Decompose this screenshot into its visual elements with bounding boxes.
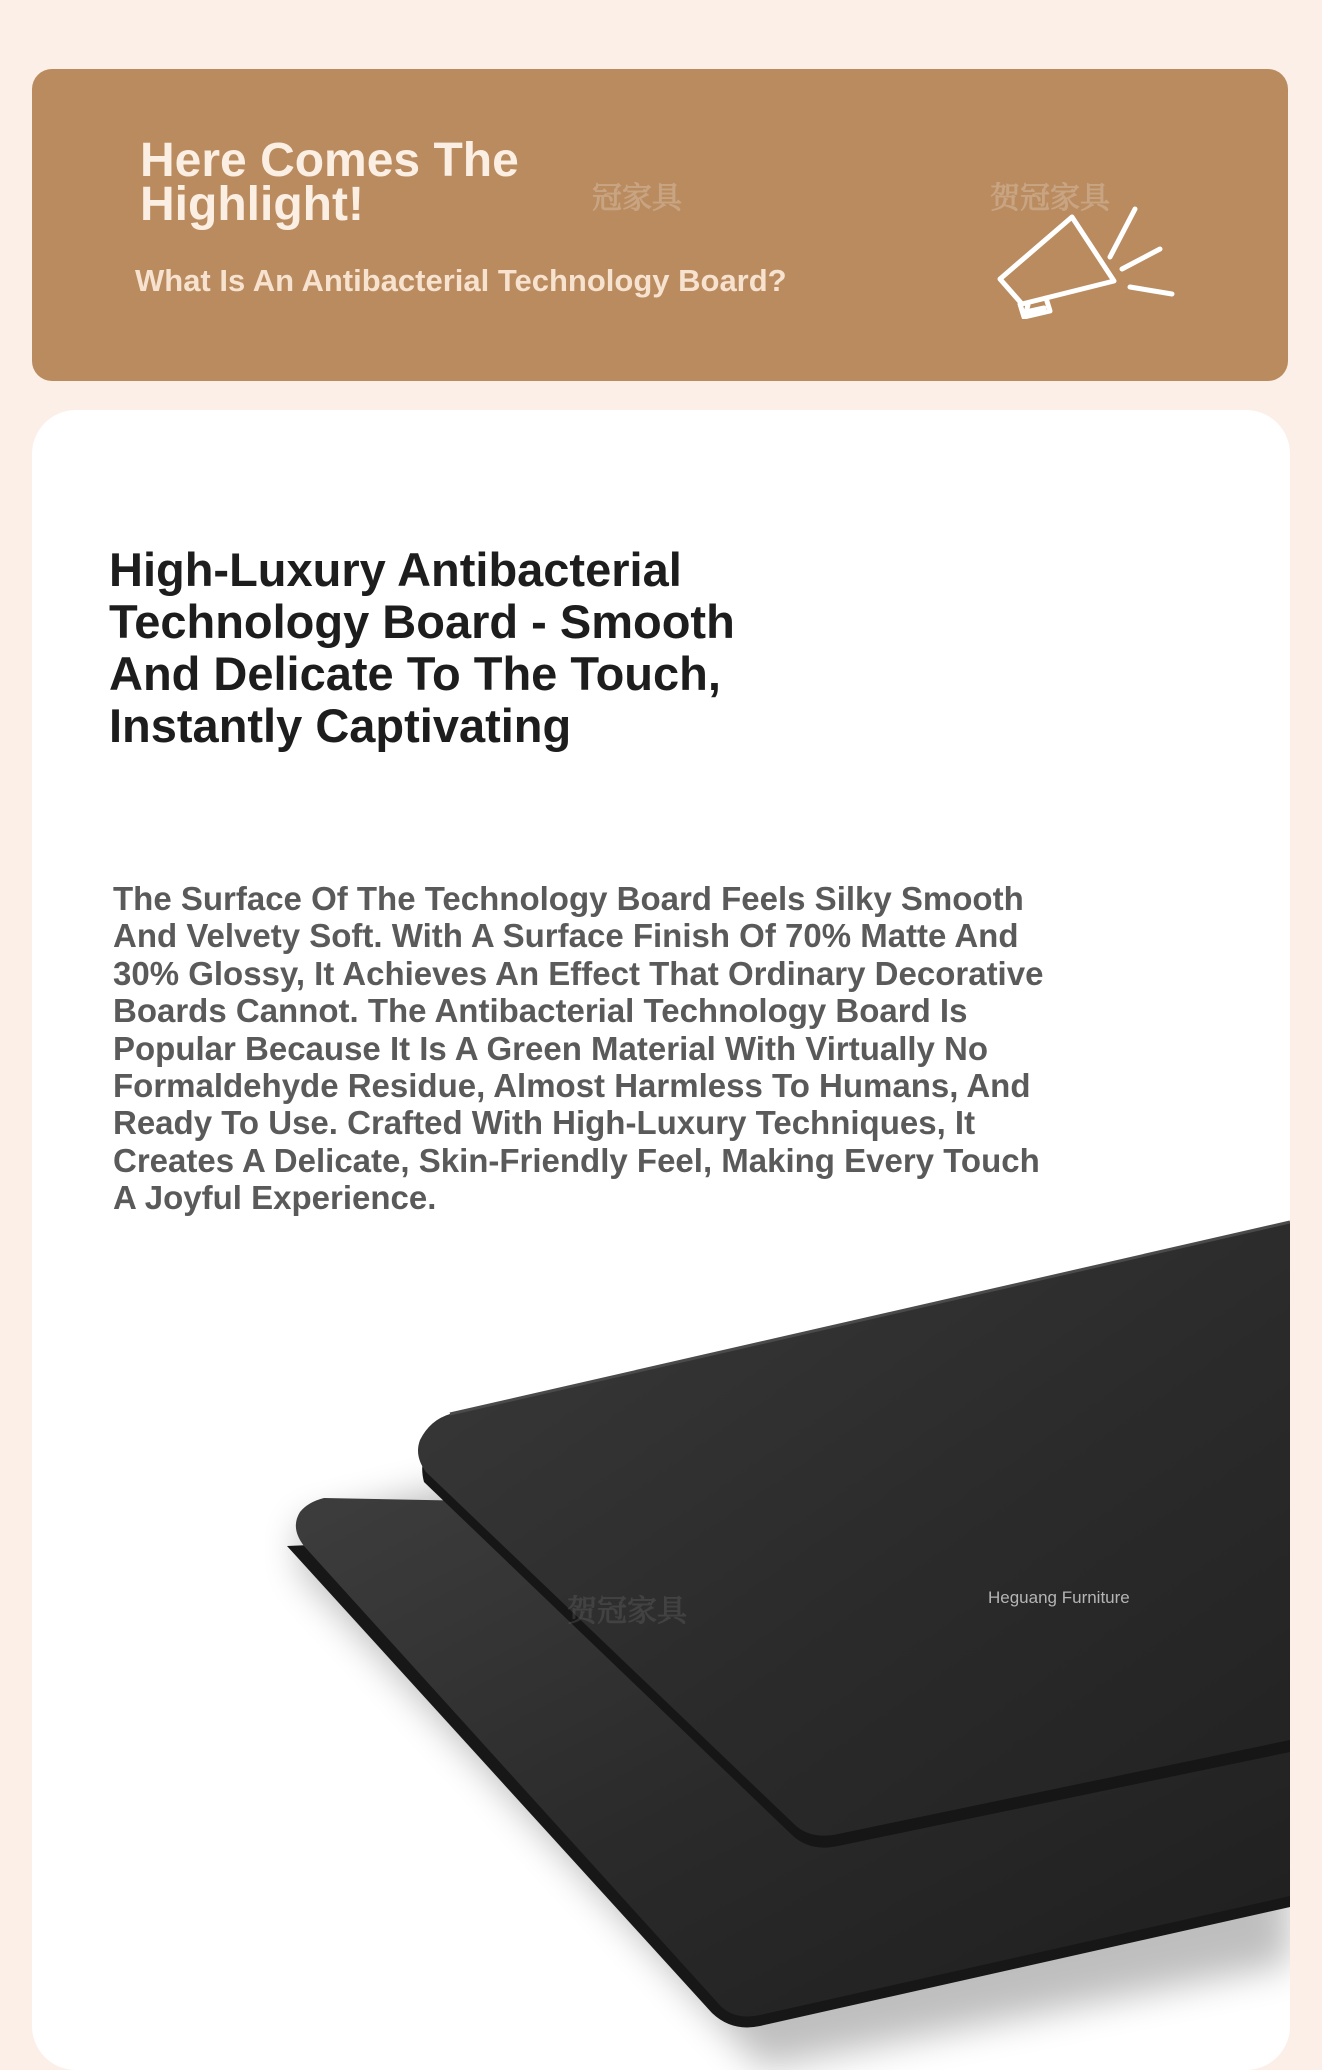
brand-label: Heguang Furniture <box>988 1588 1130 1607</box>
banner-watermark: 贺冠家具 <box>990 181 1110 216</box>
headline: High-Luxury Antibacterial Technology Board - Smooth And Delicate To The Touch, Instantly Captivating <box>109 543 735 752</box>
highlight-banner <box>32 69 1288 381</box>
banner-subtitle: What Is An Antibacterial Technology Board? <box>135 263 787 298</box>
content-card <box>32 410 1290 2070</box>
banner-watermark: 冠家具 <box>592 181 682 216</box>
banner-title: Here Comes The Highlight! <box>140 134 519 231</box>
megaphone-icon <box>992 169 1222 319</box>
image-watermark: 贺冠家具 <box>567 1594 687 1629</box>
body-text: The Surface Of The Technology Board Feels Silky Smooth And Velvety Soft. With A Surface Finish Of 70% Matte And 30% Glossy, It Achieves An Effect That Ordinary Decorative Boards Cannot. The Antibacterial Technology Board Is Popular Because It Is A Green Material With Virtually No Formaldehyde Residue, Almost Harmless To Humans, And Ready To Use. Crafted With High-Luxury Techniques, It Creates A Delicate, Skin-Friendly Feel, Making Every Touch A Joyful Experience. <box>113 880 1044 1217</box>
